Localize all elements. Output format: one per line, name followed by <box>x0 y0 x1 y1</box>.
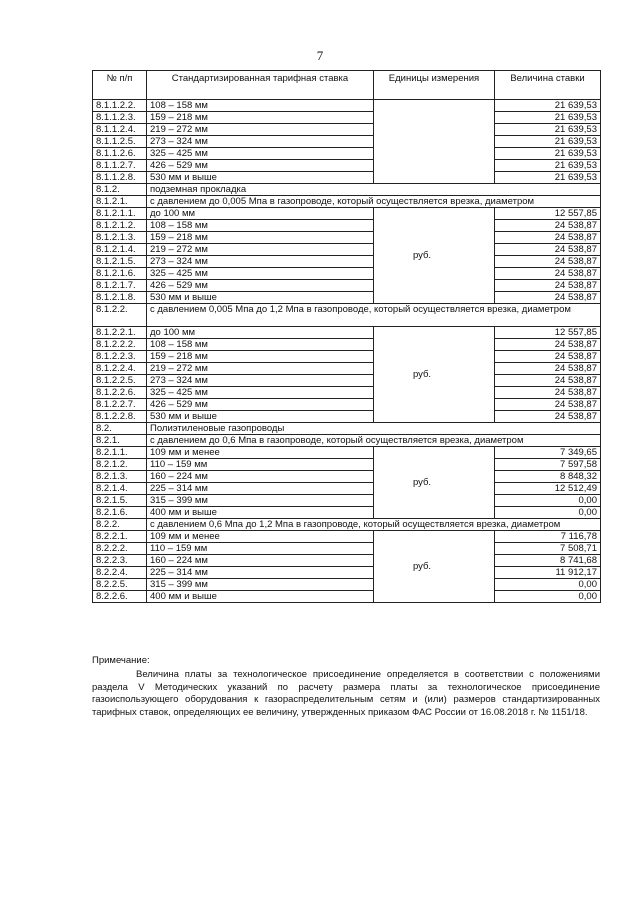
table-row <box>93 268 601 280</box>
row-rate-value: 24 538,87 <box>495 292 601 304</box>
row-number: 8.1.2.2.2. <box>93 339 147 351</box>
section-heading-text: подземная прокладка <box>147 184 601 196</box>
row-number: 8.2.2.4. <box>93 567 147 579</box>
table-row <box>93 555 601 567</box>
row-number: 8.1.2.1.4. <box>93 244 147 256</box>
row-number: 8.1.2.2.7. <box>93 399 147 411</box>
table-row <box>93 280 601 292</box>
table-row <box>93 495 601 507</box>
row-diameter: 315 – 399 мм <box>147 495 374 507</box>
row-number: 8.2.2.5. <box>93 579 147 591</box>
header-rate-name: Стандартизированная тарифная ставка <box>147 71 374 100</box>
row-diameter: 530 мм и выше <box>147 172 374 184</box>
row-number: 8.1.2.2.1. <box>93 327 147 339</box>
table-row <box>93 507 601 519</box>
table-row <box>93 148 601 160</box>
tariff-table <box>92 70 601 603</box>
row-diameter: 159 – 218 мм <box>147 112 374 124</box>
row-number: 8.1.2.1.1. <box>93 208 147 220</box>
row-number: 8.2. <box>93 423 147 435</box>
table-row <box>93 591 601 603</box>
section-heading-text: с давлением 0,005 Мпа до 1,2 Мпа в газопроводе, который осуществляется врезка, диаметром <box>147 304 601 327</box>
table-row <box>93 232 601 244</box>
table-section-heading-row <box>93 304 601 327</box>
row-rate-value: 7 349,65 <box>495 447 601 459</box>
row-diameter: 159 – 218 мм <box>147 232 374 244</box>
row-diameter: 273 – 324 мм <box>147 136 374 148</box>
row-rate-value: 21 639,53 <box>495 136 601 148</box>
row-rate-value: 21 639,53 <box>495 160 601 172</box>
row-rate-value: 24 538,87 <box>495 256 601 268</box>
row-rate-value: 24 538,87 <box>495 351 601 363</box>
row-diameter: 108 – 158 мм <box>147 220 374 232</box>
table-row <box>93 459 601 471</box>
row-number: 8.1.2.1.2. <box>93 220 147 232</box>
table-row <box>93 375 601 387</box>
row-diameter: 530 мм и выше <box>147 411 374 423</box>
row-diameter: 219 – 272 мм <box>147 363 374 375</box>
unit-cell <box>374 100 495 184</box>
table-row <box>93 208 601 220</box>
row-number: 8.1.2.2.4. <box>93 363 147 375</box>
unit-cell <box>374 327 495 423</box>
row-diameter: 325 – 425 мм <box>147 268 374 280</box>
row-diameter: 109 мм и менее <box>147 531 374 543</box>
table-section-heading-row <box>93 435 601 447</box>
row-number: 8.1.2.1.6. <box>93 268 147 280</box>
row-number: 8.1.2.1.3. <box>93 232 147 244</box>
section-heading-text: Полиэтиленовые газопроводы <box>147 423 601 435</box>
row-diameter: 225 – 314 мм <box>147 567 374 579</box>
row-rate-value: 11 912,17 <box>495 567 601 579</box>
table-body <box>93 100 601 603</box>
row-rate-value: 8 741,68 <box>495 555 601 567</box>
row-rate-value: 12 512,49 <box>495 483 601 495</box>
row-number: 8.1.2.1.8. <box>93 292 147 304</box>
row-number: 8.1.1.2.7. <box>93 160 147 172</box>
row-diameter: 325 – 425 мм <box>147 387 374 399</box>
table-row <box>93 339 601 351</box>
row-number: 8.1.1.2.3. <box>93 112 147 124</box>
row-diameter: 160 – 224 мм <box>147 471 374 483</box>
row-rate-value: 7 597,58 <box>495 459 601 471</box>
row-number: 8.1.1.2.4. <box>93 124 147 136</box>
row-number: 8.2.1.6. <box>93 507 147 519</box>
table-section-heading-row <box>93 423 601 435</box>
row-rate-value: 12 557,85 <box>495 327 601 339</box>
row-diameter: 219 – 272 мм <box>147 124 374 136</box>
table-section-heading-row <box>93 519 601 531</box>
row-diameter: 426 – 529 мм <box>147 160 374 172</box>
header-rate-value: Величина ставки <box>495 71 601 100</box>
row-rate-value: 21 639,53 <box>495 100 601 112</box>
note-title: Примечание: <box>92 655 150 666</box>
table-section-heading-row <box>93 196 601 208</box>
unit-cell <box>374 208 495 304</box>
row-rate-value: 24 538,87 <box>495 375 601 387</box>
row-rate-value: 0,00 <box>495 495 601 507</box>
row-diameter: 400 мм и выше <box>147 507 374 519</box>
row-number: 8.1.2.2. <box>93 304 147 327</box>
row-number: 8.1.2. <box>93 184 147 196</box>
row-diameter: 273 – 324 мм <box>147 256 374 268</box>
table-row <box>93 244 601 256</box>
table-row <box>93 124 601 136</box>
row-diameter: 110 – 159 мм <box>147 543 374 555</box>
row-number: 8.1.2.1.5. <box>93 256 147 268</box>
row-number: 8.2.2. <box>93 519 147 531</box>
row-number: 8.2.2.3. <box>93 555 147 567</box>
table-row <box>93 256 601 268</box>
table-row <box>93 172 601 184</box>
row-number: 8.2.2.1. <box>93 531 147 543</box>
row-rate-value: 0,00 <box>495 591 601 603</box>
table-row <box>93 363 601 375</box>
row-rate-value: 24 538,87 <box>495 280 601 292</box>
table-row <box>93 100 601 112</box>
row-diameter: 159 – 218 мм <box>147 351 374 363</box>
table-row <box>93 160 601 172</box>
row-rate-value: 7 508,71 <box>495 543 601 555</box>
table-row <box>93 292 601 304</box>
table-header-row <box>93 71 601 100</box>
table-row <box>93 387 601 399</box>
table-row <box>93 411 601 423</box>
row-diameter: 225 – 314 мм <box>147 483 374 495</box>
row-diameter: 315 – 399 мм <box>147 579 374 591</box>
table-row <box>93 567 601 579</box>
row-rate-value: 24 538,87 <box>495 399 601 411</box>
unit-cell <box>374 447 495 519</box>
section-heading-text: с давлением до 0,6 Мпа в газопроводе, который осуществляется врезка, диаметром <box>147 435 601 447</box>
row-rate-value: 0,00 <box>495 579 601 591</box>
row-number: 8.2.1.5. <box>93 495 147 507</box>
row-number: 8.1.1.2.6. <box>93 148 147 160</box>
header-unit: Единицы измерения <box>374 71 495 100</box>
row-diameter: 426 – 529 мм <box>147 399 374 411</box>
table-row <box>93 136 601 148</box>
unit-label: руб. <box>412 477 432 488</box>
row-rate-value: 0,00 <box>495 507 601 519</box>
note-text: Величина платы за технологическое присоединение определяется в соответствии с положениями раздела V Методических указаний по расчету размера платы за технологическое присоединение газоиспользующего оборудования к газораспределительным сетям и (или) размеров стандартизированных тарифных ставок, определяющих ее величину, утвержденных приказом ФАС России от 16.08.2018 г. № 1151/18. <box>92 669 600 718</box>
table-row <box>93 112 601 124</box>
row-diameter: 530 мм и выше <box>147 292 374 304</box>
header-number: № п/п <box>93 71 147 100</box>
row-number: 8.1.1.2.8. <box>93 172 147 184</box>
row-number: 8.1.1.2.5. <box>93 136 147 148</box>
row-rate-value: 24 538,87 <box>495 411 601 423</box>
table-row <box>93 399 601 411</box>
table-row <box>93 447 601 459</box>
row-number: 8.1.2.2.5. <box>93 375 147 387</box>
row-number: 8.2.2.6. <box>93 591 147 603</box>
table-row <box>93 471 601 483</box>
row-diameter: до 100 мм <box>147 327 374 339</box>
row-number: 8.1.2.2.8. <box>93 411 147 423</box>
row-diameter: 108 – 158 мм <box>147 100 374 112</box>
table-row <box>93 483 601 495</box>
row-diameter: 400 мм и выше <box>147 591 374 603</box>
note <box>92 655 600 719</box>
row-number: 8.2.1.1. <box>93 447 147 459</box>
table-row <box>93 531 601 543</box>
row-number: 8.1.2.1.7. <box>93 280 147 292</box>
row-diameter: 110 – 159 мм <box>147 459 374 471</box>
row-diameter: 160 – 224 мм <box>147 555 374 567</box>
table-row <box>93 543 601 555</box>
table-row <box>93 579 601 591</box>
row-number: 8.2.1.3. <box>93 471 147 483</box>
unit-cell <box>374 531 495 603</box>
row-rate-value: 24 538,87 <box>495 220 601 232</box>
row-diameter: 219 – 272 мм <box>147 244 374 256</box>
row-rate-value: 24 538,87 <box>495 232 601 244</box>
table-row <box>93 220 601 232</box>
row-number: 8.2.1.2. <box>93 459 147 471</box>
row-diameter: 109 мм и менее <box>147 447 374 459</box>
unit-label: руб. <box>412 561 432 572</box>
row-rate-value: 24 538,87 <box>495 339 601 351</box>
unit-label: руб. <box>412 250 432 261</box>
row-number: 8.1.2.1. <box>93 196 147 208</box>
row-rate-value: 24 538,87 <box>495 363 601 375</box>
row-number: 8.1.1.2.2. <box>93 100 147 112</box>
row-number: 8.2.1.4. <box>93 483 147 495</box>
table-row <box>93 327 601 339</box>
row-rate-value: 12 557,85 <box>495 208 601 220</box>
row-diameter: 273 – 324 мм <box>147 375 374 387</box>
row-diameter: 426 – 529 мм <box>147 280 374 292</box>
row-rate-value: 24 538,87 <box>495 244 601 256</box>
section-heading-text: с давлением 0,6 Мпа до 1,2 Мпа в газопроводе, который осуществляется врезка, диаметром <box>147 519 601 531</box>
row-rate-value: 21 639,53 <box>495 124 601 136</box>
row-rate-value: 8 848,32 <box>495 471 601 483</box>
row-rate-value: 21 639,53 <box>495 112 601 124</box>
row-rate-value: 21 639,53 <box>495 172 601 184</box>
row-diameter: 108 – 158 мм <box>147 339 374 351</box>
row-rate-value: 24 538,87 <box>495 387 601 399</box>
row-number: 8.2.2.2. <box>93 543 147 555</box>
row-rate-value: 24 538,87 <box>495 268 601 280</box>
unit-label: руб. <box>412 369 432 380</box>
row-number: 8.1.2.2.3. <box>93 351 147 363</box>
row-number: 8.2.1. <box>93 435 147 447</box>
row-number: 8.1.2.2.6. <box>93 387 147 399</box>
table-section-heading-row <box>93 184 601 196</box>
row-rate-value: 7 116,78 <box>495 531 601 543</box>
row-diameter: 325 – 425 мм <box>147 148 374 160</box>
table-row <box>93 351 601 363</box>
page-number: 7 <box>316 48 324 63</box>
row-diameter: до 100 мм <box>147 208 374 220</box>
row-rate-value: 21 639,53 <box>495 148 601 160</box>
section-heading-text: с давлением до 0,005 Мпа в газопроводе, который осуществляется врезка, диаметром <box>147 196 601 208</box>
